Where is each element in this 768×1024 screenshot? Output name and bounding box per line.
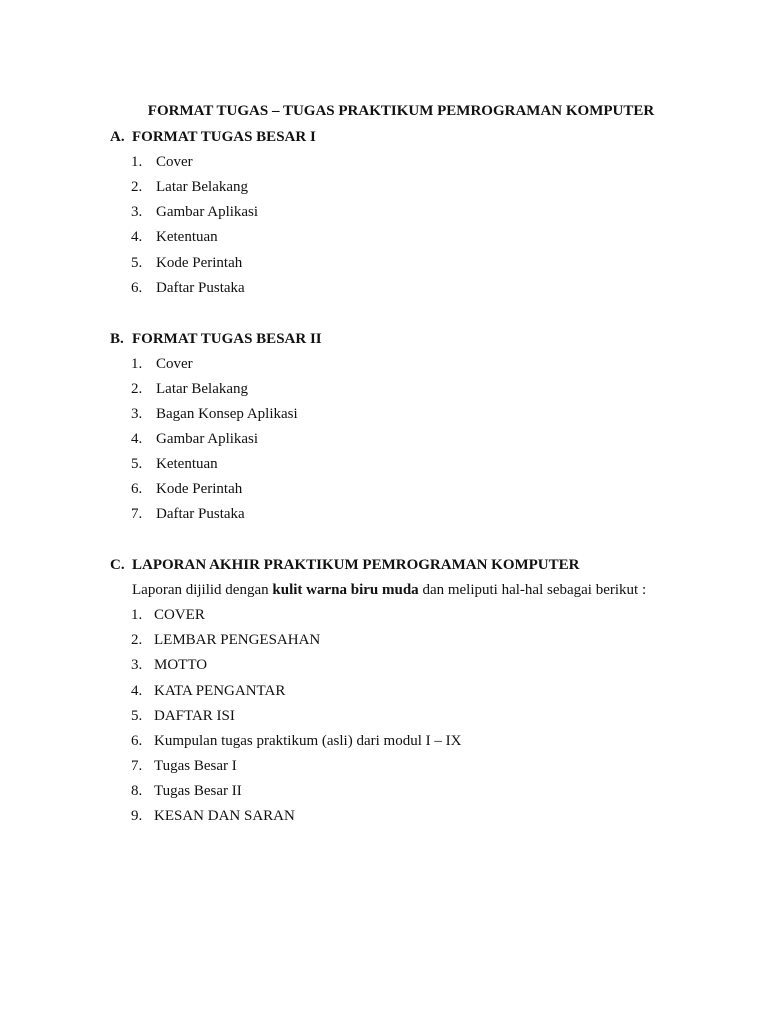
section-a-item-1	[131, 152, 193, 172]
list-number: 6.	[131, 733, 143, 749]
list-text: Gambar Aplikasi	[156, 204, 259, 220]
section-c-item-8	[131, 781, 242, 801]
list-number: 7.	[131, 758, 143, 774]
list-text: LEMBAR PENGESAHAN	[154, 632, 321, 648]
list-number: 2.	[131, 179, 143, 195]
list-text: MOTTO	[154, 657, 208, 673]
section-a-item-5	[131, 253, 242, 273]
section-b-heading	[110, 329, 322, 349]
list-text: Ketentuan	[156, 456, 218, 472]
list-number: 4.	[131, 683, 143, 699]
list-text: Tugas Besar I	[154, 758, 237, 774]
intro-text-end: dan meliputi hal-hal sebagai berikut :	[418, 582, 647, 598]
intro-text-start: Laporan dijilid dengan	[132, 582, 273, 598]
section-b-title: FORMAT TUGAS BESAR II	[132, 331, 322, 347]
section-b-item-3	[131, 404, 298, 424]
section-c-item-7	[131, 756, 237, 776]
section-b-item-7	[131, 504, 245, 524]
section-b-item-6	[131, 479, 242, 499]
list-text: DAFTAR ISI	[154, 708, 235, 724]
list-number: 7.	[131, 506, 143, 522]
list-text: Ketentuan	[156, 229, 218, 245]
list-text: Tugas Besar II	[154, 783, 242, 799]
list-text: Kumpulan tugas praktikum (asli) dari modul I – IX	[154, 733, 462, 749]
list-number: 4.	[131, 229, 143, 245]
list-number: 2.	[131, 381, 143, 397]
list-text: Kode Perintah	[156, 481, 243, 497]
list-text: Daftar Pustaka	[156, 280, 245, 296]
section-b-item-1	[131, 354, 193, 374]
section-a-title: FORMAT TUGAS BESAR I	[132, 129, 316, 145]
list-text: Cover	[156, 154, 193, 170]
section-c-heading	[110, 555, 579, 575]
section-c-item-3	[131, 655, 207, 675]
intro-text-bold: kulit warna biru muda	[272, 582, 419, 598]
list-number: 6.	[131, 481, 143, 497]
section-a-heading	[110, 127, 316, 147]
section-c-letter: C.	[110, 557, 125, 573]
list-text: Latar Belakang	[156, 381, 249, 397]
list-number: 1.	[131, 356, 143, 372]
section-a-item-3	[131, 202, 258, 222]
list-text: Daftar Pustaka	[156, 506, 245, 522]
list-number: 4.	[131, 431, 143, 447]
section-a-letter: A.	[110, 129, 125, 145]
section-c-item-6	[131, 731, 461, 751]
list-number: 9.	[131, 808, 143, 824]
document-title: FORMAT TUGAS – TUGAS PRAKTIKUM PEMROGRAMAN KOMPUTER	[147, 103, 655, 119]
section-a-item-4	[131, 227, 218, 247]
list-number: 1.	[131, 607, 143, 623]
list-number: 3.	[131, 204, 143, 220]
list-number: 3.	[131, 657, 143, 673]
list-number: 5.	[131, 255, 143, 271]
list-number: 1.	[131, 154, 143, 170]
section-c-title: LAPORAN AKHIR PRAKTIKUM PEMROGRAMAN KOMPUTER	[132, 557, 580, 573]
list-number: 2.	[131, 632, 143, 648]
list-number: 5.	[131, 456, 143, 472]
list-number: 3.	[131, 406, 143, 422]
section-b-item-5	[131, 454, 218, 474]
list-text: Kode Perintah	[156, 255, 243, 271]
section-b-item-2	[131, 379, 248, 399]
section-a-item-6	[131, 278, 245, 298]
section-c-item-9	[131, 806, 295, 826]
list-number: 5.	[131, 708, 143, 724]
list-text: Gambar Aplikasi	[156, 431, 259, 447]
section-b-letter: B.	[110, 331, 124, 347]
section-a-item-2	[131, 177, 248, 197]
list-number: 8.	[131, 783, 143, 799]
section-c-intro	[132, 580, 646, 600]
list-text: COVER	[154, 607, 205, 623]
list-text: KESAN DAN SARAN	[154, 808, 295, 824]
list-number: 6.	[131, 280, 143, 296]
list-text: KATA PENGANTAR	[154, 683, 286, 699]
section-c-item-2	[131, 630, 320, 650]
section-c-item-4	[131, 681, 285, 701]
list-text: Cover	[156, 356, 193, 372]
section-c-item-1	[131, 605, 205, 625]
section-c-item-5	[131, 706, 235, 726]
list-text: Latar Belakang	[156, 179, 249, 195]
section-b-item-4	[131, 429, 258, 449]
list-text: Bagan Konsep Aplikasi	[156, 406, 298, 422]
